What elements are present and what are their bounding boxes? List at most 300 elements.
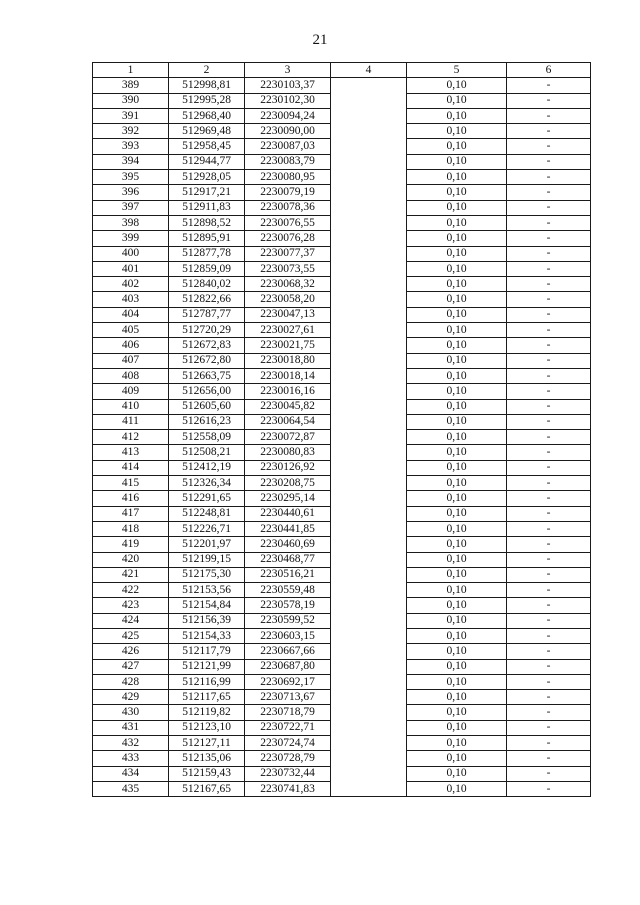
header-cell-2: 2	[169, 63, 245, 78]
point-number-cell: 427	[93, 659, 169, 674]
point-number-cell: 406	[93, 338, 169, 353]
point-number-cell: 394	[93, 154, 169, 169]
accuracy-value-cell: 0,10	[407, 93, 507, 108]
x-coordinate-cell: 512153,56	[169, 583, 245, 598]
table-row	[93, 506, 591, 521]
column-6-cell: -	[507, 506, 591, 521]
table-row	[93, 368, 591, 383]
table-row	[93, 445, 591, 460]
column-6-cell: -	[507, 368, 591, 383]
point-number-cell: 423	[93, 598, 169, 613]
x-coordinate-cell: 512928,05	[169, 170, 245, 185]
column-6-cell: -	[507, 781, 591, 796]
column-4-cell	[331, 705, 407, 720]
table-row	[93, 628, 591, 643]
y-coordinate-cell: 2230728,79	[245, 751, 331, 766]
y-coordinate-cell: 2230460,69	[245, 537, 331, 552]
y-coordinate-cell: 2230599,52	[245, 613, 331, 628]
table-row	[93, 261, 591, 276]
table-row	[93, 78, 591, 93]
table-row	[93, 521, 591, 536]
column-4-cell	[331, 231, 407, 246]
y-coordinate-cell: 2230687,80	[245, 659, 331, 674]
column-4-cell	[331, 323, 407, 338]
accuracy-value-cell: 0,10	[407, 200, 507, 215]
accuracy-value-cell: 0,10	[407, 445, 507, 460]
table-row	[93, 93, 591, 108]
y-coordinate-cell: 2230667,66	[245, 644, 331, 659]
header-cell-3: 3	[245, 63, 331, 78]
y-coordinate-cell: 2230072,87	[245, 430, 331, 445]
y-coordinate-cell: 2230440,61	[245, 506, 331, 521]
accuracy-value-cell: 0,10	[407, 154, 507, 169]
column-4-cell	[331, 368, 407, 383]
table-row	[93, 353, 591, 368]
x-coordinate-cell: 512969,48	[169, 124, 245, 139]
column-4-cell	[331, 628, 407, 643]
column-4-cell	[331, 460, 407, 475]
column-6-cell: -	[507, 139, 591, 154]
table-row	[93, 414, 591, 429]
y-coordinate-cell: 2230295,14	[245, 491, 331, 506]
table-row	[93, 552, 591, 567]
column-6-cell: -	[507, 277, 591, 292]
point-number-cell: 435	[93, 781, 169, 796]
point-number-cell: 412	[93, 430, 169, 445]
table-row	[93, 200, 591, 215]
table-body	[93, 78, 591, 797]
y-coordinate-cell: 2230468,77	[245, 552, 331, 567]
accuracy-value-cell: 0,10	[407, 292, 507, 307]
x-coordinate-cell: 512944,77	[169, 154, 245, 169]
y-coordinate-cell: 2230603,15	[245, 628, 331, 643]
column-6-cell: -	[507, 567, 591, 582]
point-number-cell: 433	[93, 751, 169, 766]
point-number-cell: 404	[93, 307, 169, 322]
column-4-cell	[331, 583, 407, 598]
point-number-cell: 408	[93, 368, 169, 383]
point-number-cell: 402	[93, 277, 169, 292]
table-row	[93, 292, 591, 307]
accuracy-value-cell: 0,10	[407, 628, 507, 643]
accuracy-value-cell: 0,10	[407, 139, 507, 154]
y-coordinate-cell: 2230018,14	[245, 368, 331, 383]
point-number-cell: 417	[93, 506, 169, 521]
y-coordinate-cell: 2230126,92	[245, 460, 331, 475]
table-row	[93, 751, 591, 766]
x-coordinate-cell: 512135,06	[169, 751, 245, 766]
column-6-cell: -	[507, 674, 591, 689]
y-coordinate-cell: 2230741,83	[245, 781, 331, 796]
x-coordinate-cell: 512663,75	[169, 368, 245, 383]
accuracy-value-cell: 0,10	[407, 766, 507, 781]
x-coordinate-cell: 512326,34	[169, 476, 245, 491]
table-row	[93, 215, 591, 230]
table-row	[93, 476, 591, 491]
point-number-cell: 398	[93, 215, 169, 230]
column-6-cell: -	[507, 751, 591, 766]
accuracy-value-cell: 0,10	[407, 430, 507, 445]
column-6-cell: -	[507, 78, 591, 93]
accuracy-value-cell: 0,10	[407, 185, 507, 200]
y-coordinate-cell: 2230068,32	[245, 277, 331, 292]
y-coordinate-cell: 2230094,24	[245, 108, 331, 123]
column-4-cell	[331, 124, 407, 139]
table-row	[93, 139, 591, 154]
accuracy-value-cell: 0,10	[407, 277, 507, 292]
table-row	[93, 277, 591, 292]
y-coordinate-cell: 2230559,48	[245, 583, 331, 598]
point-number-cell: 413	[93, 445, 169, 460]
y-coordinate-cell: 2230578,19	[245, 598, 331, 613]
x-coordinate-cell: 512898,52	[169, 215, 245, 230]
column-6-cell: -	[507, 705, 591, 720]
accuracy-value-cell: 0,10	[407, 537, 507, 552]
x-coordinate-cell: 512508,21	[169, 445, 245, 460]
page-number: 21	[312, 32, 328, 48]
table-row	[93, 154, 591, 169]
column-4-cell	[331, 720, 407, 735]
x-coordinate-cell: 512859,09	[169, 261, 245, 276]
accuracy-value-cell: 0,10	[407, 705, 507, 720]
accuracy-value-cell: 0,10	[407, 261, 507, 276]
accuracy-value-cell: 0,10	[407, 491, 507, 506]
y-coordinate-cell: 2230076,55	[245, 215, 331, 230]
y-coordinate-cell: 2230058,20	[245, 292, 331, 307]
table-row	[93, 399, 591, 414]
column-6-cell: -	[507, 613, 591, 628]
table-header-row	[93, 63, 591, 78]
y-coordinate-cell: 2230080,83	[245, 445, 331, 460]
accuracy-value-cell: 0,10	[407, 674, 507, 689]
x-coordinate-cell: 512998,81	[169, 78, 245, 93]
x-coordinate-cell: 512201,97	[169, 537, 245, 552]
column-6-cell: -	[507, 307, 591, 322]
y-coordinate-cell: 2230080,95	[245, 170, 331, 185]
accuracy-value-cell: 0,10	[407, 583, 507, 598]
point-number-cell: 424	[93, 613, 169, 628]
column-4-cell	[331, 521, 407, 536]
y-coordinate-cell: 2230718,79	[245, 705, 331, 720]
column-4-cell	[331, 200, 407, 215]
table-row	[93, 108, 591, 123]
column-4-cell	[331, 613, 407, 628]
column-6-cell: -	[507, 644, 591, 659]
table-row	[93, 598, 591, 613]
column-6-cell: -	[507, 491, 591, 506]
y-coordinate-cell: 2230076,28	[245, 231, 331, 246]
point-number-cell: 395	[93, 170, 169, 185]
y-coordinate-cell: 2230087,03	[245, 139, 331, 154]
x-coordinate-cell: 512117,65	[169, 690, 245, 705]
accuracy-value-cell: 0,10	[407, 414, 507, 429]
y-coordinate-cell: 2230047,13	[245, 307, 331, 322]
point-number-cell: 420	[93, 552, 169, 567]
column-6-cell: -	[507, 583, 591, 598]
table-row	[93, 338, 591, 353]
table-row	[93, 613, 591, 628]
table-row	[93, 781, 591, 796]
column-6-cell: -	[507, 108, 591, 123]
x-coordinate-cell: 512159,43	[169, 766, 245, 781]
column-4-cell	[331, 506, 407, 521]
table-row	[93, 231, 591, 246]
column-6-cell: -	[507, 414, 591, 429]
column-4-cell	[331, 736, 407, 751]
column-6-cell: -	[507, 476, 591, 491]
y-coordinate-cell: 2230021,75	[245, 338, 331, 353]
point-number-cell: 415	[93, 476, 169, 491]
x-coordinate-cell: 512558,09	[169, 430, 245, 445]
accuracy-value-cell: 0,10	[407, 736, 507, 751]
column-6-cell: -	[507, 736, 591, 751]
column-4-cell	[331, 246, 407, 261]
x-coordinate-cell: 512672,83	[169, 338, 245, 353]
y-coordinate-cell: 2230045,82	[245, 399, 331, 414]
accuracy-value-cell: 0,10	[407, 215, 507, 230]
point-number-cell: 411	[93, 414, 169, 429]
x-coordinate-cell: 512154,84	[169, 598, 245, 613]
column-6-cell: -	[507, 154, 591, 169]
point-number-cell: 405	[93, 323, 169, 338]
column-6-cell: -	[507, 292, 591, 307]
column-4-cell	[331, 139, 407, 154]
point-number-cell: 410	[93, 399, 169, 414]
x-coordinate-cell: 512968,40	[169, 108, 245, 123]
y-coordinate-cell: 2230018,80	[245, 353, 331, 368]
coordinates-table	[92, 62, 591, 797]
table-row	[93, 384, 591, 399]
column-6-cell: -	[507, 552, 591, 567]
x-coordinate-cell: 512616,23	[169, 414, 245, 429]
x-coordinate-cell: 512958,45	[169, 139, 245, 154]
column-4-cell	[331, 277, 407, 292]
point-number-cell: 418	[93, 521, 169, 536]
accuracy-value-cell: 0,10	[407, 78, 507, 93]
column-4-cell	[331, 170, 407, 185]
column-6-cell: -	[507, 338, 591, 353]
x-coordinate-cell: 512656,00	[169, 384, 245, 399]
y-coordinate-cell: 2230103,37	[245, 78, 331, 93]
accuracy-value-cell: 0,10	[407, 307, 507, 322]
table-row	[93, 705, 591, 720]
y-coordinate-cell: 2230713,67	[245, 690, 331, 705]
point-number-cell: 428	[93, 674, 169, 689]
point-number-cell: 400	[93, 246, 169, 261]
column-6-cell: -	[507, 231, 591, 246]
x-coordinate-cell: 512877,78	[169, 246, 245, 261]
column-6-cell: -	[507, 598, 591, 613]
x-coordinate-cell: 512127,11	[169, 736, 245, 751]
y-coordinate-cell: 2230516,21	[245, 567, 331, 582]
accuracy-value-cell: 0,10	[407, 384, 507, 399]
accuracy-value-cell: 0,10	[407, 521, 507, 536]
table-row	[93, 720, 591, 735]
y-coordinate-cell: 2230077,37	[245, 246, 331, 261]
column-4-cell	[331, 108, 407, 123]
header-cell-1: 1	[93, 63, 169, 78]
y-coordinate-cell: 2230090,00	[245, 124, 331, 139]
accuracy-value-cell: 0,10	[407, 613, 507, 628]
column-6-cell: -	[507, 384, 591, 399]
x-coordinate-cell: 512822,66	[169, 292, 245, 307]
table-row	[93, 644, 591, 659]
column-4-cell	[331, 215, 407, 230]
table-row	[93, 567, 591, 582]
column-6-cell: -	[507, 720, 591, 735]
accuracy-value-cell: 0,10	[407, 353, 507, 368]
column-6-cell: -	[507, 766, 591, 781]
column-4-cell	[331, 598, 407, 613]
column-6-cell: -	[507, 628, 591, 643]
column-4-cell	[331, 430, 407, 445]
accuracy-value-cell: 0,10	[407, 552, 507, 567]
column-4-cell	[331, 292, 407, 307]
accuracy-value-cell: 0,10	[407, 170, 507, 185]
accuracy-value-cell: 0,10	[407, 108, 507, 123]
x-coordinate-cell: 512121,99	[169, 659, 245, 674]
y-coordinate-cell: 2230027,61	[245, 323, 331, 338]
point-number-cell: 401	[93, 261, 169, 276]
accuracy-value-cell: 0,10	[407, 460, 507, 475]
y-coordinate-cell: 2230073,55	[245, 261, 331, 276]
point-number-cell: 399	[93, 231, 169, 246]
column-4-cell	[331, 261, 407, 276]
accuracy-value-cell: 0,10	[407, 231, 507, 246]
x-coordinate-cell: 512605,60	[169, 399, 245, 414]
x-coordinate-cell: 512226,71	[169, 521, 245, 536]
column-6-cell: -	[507, 690, 591, 705]
point-number-cell: 409	[93, 384, 169, 399]
x-coordinate-cell: 512156,39	[169, 613, 245, 628]
x-coordinate-cell: 512175,30	[169, 567, 245, 582]
table-row	[93, 124, 591, 139]
table-row	[93, 170, 591, 185]
point-number-cell: 419	[93, 537, 169, 552]
accuracy-value-cell: 0,10	[407, 399, 507, 414]
y-coordinate-cell: 2230102,30	[245, 93, 331, 108]
point-number-cell: 403	[93, 292, 169, 307]
column-6-cell: -	[507, 124, 591, 139]
column-4-cell	[331, 674, 407, 689]
column-4-cell	[331, 185, 407, 200]
column-6-cell: -	[507, 215, 591, 230]
accuracy-value-cell: 0,10	[407, 476, 507, 491]
x-coordinate-cell: 512119,82	[169, 705, 245, 720]
y-coordinate-cell: 2230016,16	[245, 384, 331, 399]
column-4-cell	[331, 751, 407, 766]
column-4-cell	[331, 659, 407, 674]
x-coordinate-cell: 512116,99	[169, 674, 245, 689]
column-6-cell: -	[507, 460, 591, 475]
point-number-cell: 421	[93, 567, 169, 582]
y-coordinate-cell: 2230722,71	[245, 720, 331, 735]
accuracy-value-cell: 0,10	[407, 567, 507, 582]
column-6-cell: -	[507, 430, 591, 445]
x-coordinate-cell: 512995,28	[169, 93, 245, 108]
x-coordinate-cell: 512199,15	[169, 552, 245, 567]
column-4-cell	[331, 476, 407, 491]
point-number-cell: 407	[93, 353, 169, 368]
accuracy-value-cell: 0,10	[407, 659, 507, 674]
table-row	[93, 491, 591, 506]
x-coordinate-cell: 512412,19	[169, 460, 245, 475]
column-4-cell	[331, 491, 407, 506]
column-6-cell: -	[507, 445, 591, 460]
point-number-cell: 426	[93, 644, 169, 659]
point-number-cell: 430	[93, 705, 169, 720]
x-coordinate-cell: 512117,79	[169, 644, 245, 659]
x-coordinate-cell: 512154,33	[169, 628, 245, 643]
column-6-cell: -	[507, 353, 591, 368]
header-cell-6: 6	[507, 63, 591, 78]
column-4-cell	[331, 353, 407, 368]
column-4-cell	[331, 399, 407, 414]
x-coordinate-cell: 512248,81	[169, 506, 245, 521]
column-4-cell	[331, 781, 407, 796]
point-number-cell: 431	[93, 720, 169, 735]
accuracy-value-cell: 0,10	[407, 644, 507, 659]
point-number-cell: 416	[93, 491, 169, 506]
y-coordinate-cell: 2230083,79	[245, 154, 331, 169]
accuracy-value-cell: 0,10	[407, 323, 507, 338]
column-6-cell: -	[507, 323, 591, 338]
column-4-cell	[331, 552, 407, 567]
table-row	[93, 246, 591, 261]
table-row	[93, 766, 591, 781]
table-row	[93, 690, 591, 705]
column-4-cell	[331, 154, 407, 169]
point-number-cell: 389	[93, 78, 169, 93]
table-row	[93, 736, 591, 751]
x-coordinate-cell: 512167,65	[169, 781, 245, 796]
x-coordinate-cell: 512720,29	[169, 323, 245, 338]
point-number-cell: 397	[93, 200, 169, 215]
column-4-cell	[331, 644, 407, 659]
y-coordinate-cell: 2230692,17	[245, 674, 331, 689]
table-row	[93, 307, 591, 322]
point-number-cell: 414	[93, 460, 169, 475]
point-number-cell: 396	[93, 185, 169, 200]
column-4-cell	[331, 567, 407, 582]
point-number-cell: 434	[93, 766, 169, 781]
column-4-cell	[331, 338, 407, 353]
accuracy-value-cell: 0,10	[407, 781, 507, 796]
column-4-cell	[331, 93, 407, 108]
y-coordinate-cell: 2230724,74	[245, 736, 331, 751]
x-coordinate-cell: 512123,10	[169, 720, 245, 735]
column-4-cell	[331, 384, 407, 399]
column-4-cell	[331, 690, 407, 705]
point-number-cell: 429	[93, 690, 169, 705]
table-row	[93, 674, 591, 689]
y-coordinate-cell: 2230078,36	[245, 200, 331, 215]
column-4-cell	[331, 537, 407, 552]
column-4-cell	[331, 445, 407, 460]
table-row	[93, 659, 591, 674]
column-6-cell: -	[507, 170, 591, 185]
accuracy-value-cell: 0,10	[407, 246, 507, 261]
accuracy-value-cell: 0,10	[407, 506, 507, 521]
y-coordinate-cell: 2230441,85	[245, 521, 331, 536]
accuracy-value-cell: 0,10	[407, 368, 507, 383]
x-coordinate-cell: 512672,80	[169, 353, 245, 368]
column-6-cell: -	[507, 185, 591, 200]
column-4-cell	[331, 414, 407, 429]
accuracy-value-cell: 0,10	[407, 751, 507, 766]
column-6-cell: -	[507, 521, 591, 536]
header-cell-5: 5	[407, 63, 507, 78]
